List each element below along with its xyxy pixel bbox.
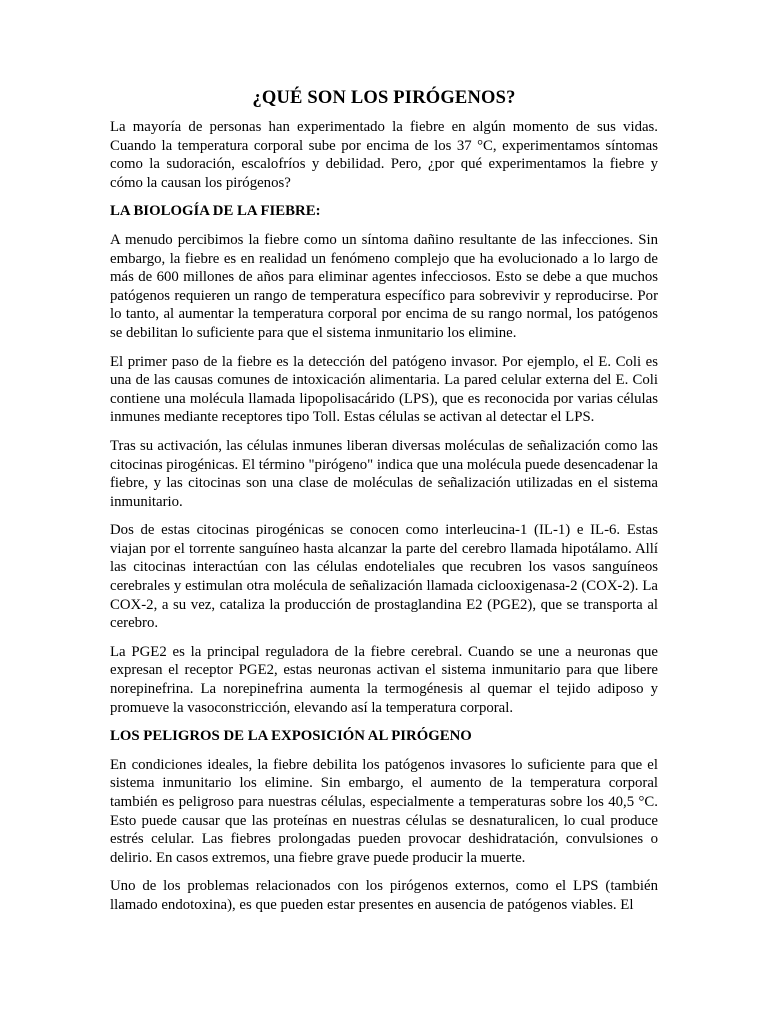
section-heading-biology: LA BIOLOGÍA DE LA FIEBRE: xyxy=(110,203,321,220)
paragraph: Uno de los problemas relacionados con los pirógenos externos, como el LPS (también llamado endotoxina), es que pueden estar presentes en ausencia de patógenos viables. El xyxy=(110,878,658,913)
document-title: ¿QUÉ SON LOS PIRÓGENOS? xyxy=(252,88,516,108)
document-page xyxy=(110,86,658,925)
paragraph: Dos de estas citocinas pirogénicas se conocen como interleucina-1 (IL-1) e IL-6. Estas viajan por el torrente sanguíneo hasta alcanzar la parte del cerebro llamada hipotálamo. Allí las citocinas interactúan con las células endoteliales que recubren los vasos sanguíneos cerebrales y estimulan otra molécula de señalización llamada ciclooxigenasa-2 (COX-2). La COX-2, a su vez, cataliza la producción de prostaglandina E2 (PGE2), que se transporta al cerebro. xyxy=(110,522,658,632)
intro-paragraph: La mayoría de personas han experimentado la fiebre en algún momento de sus vidas. Cuando la temperatura corporal sube por encima de los 37 °C, experimentamos síntomas como la sudoración, escalofríos y debilidad. Pero, ¿por qué experimentamos la fiebre y cómo la causan los pirógenos? xyxy=(110,119,658,191)
paragraph: En condiciones ideales, la fiebre debilita los patógenos invasores lo suficiente para que el sistema inmunitario los elimine. Sin embargo, el aumento de la temperatura corporal también es peligroso para nuestras células, especialmente a temperaturas sobre los 40,5 °C. Esto puede causar que las proteínas en nuestras células se desnaturalicen, lo cual produce estrés celular. Las fiebres prolongadas pueden provocar deshidratación, convulsiones o delirio. En casos extremos, una fiebre grave puede producir la muerte. xyxy=(110,756,658,866)
paragraph: A menudo percibimos la fiebre como un síntoma dañino resultante de las infecciones. Sin embargo, la fiebre es en realidad un fenómeno complejo que ha evolucionado a lo largo de más de 600 millones de años para eliminar agentes infecciosos. Esto se debe a que muchos patógenos requieren un rango de temperatura específico para sobrevivir y reproducirse. Por lo tanto, al aumentar la temperatura corporal por encima de su rango normal, los patógenos se debilitan lo suficiente para que el sistema inmunitario los elimine. xyxy=(110,231,658,341)
paragraph: La PGE2 es la principal reguladora de la fiebre cerebral. Cuando se une a neuronas que expresan el receptor PGE2, estas neuronas activan el sistema inmunitario para que libere norepinefrina. La norepinefrina aumenta la termogénesis al quemar el tejido adiposo y promueve la vasoconstricción, elevando así la temperatura corporal. xyxy=(110,643,658,716)
section-heading-dangers: LOS PELIGROS DE LA EXPOSICIÓN AL PIRÓGENO xyxy=(110,728,472,745)
paragraph: Tras su activación, las células inmunes liberan diversas moléculas de señalización como las citocinas pirogénicas. El término "pirógeno" indica que una molécula puede desencadenar la fiebre, y las citocinas son una clase de moléculas de señalización utilizadas en el sistema inmunitario. xyxy=(110,437,658,510)
paragraph: El primer paso de la fiebre es la detección del patógeno invasor. Por ejemplo, el E. Coli es una de las causas comunes de intoxicación alimentaria. La pared celular externa del E. Coli contiene una molécula llamada lipopolisacárido (LPS), que es reconocida por varias células inmunes mediante receptores tipo Toll. Estas células se activan al detectar el LPS. xyxy=(110,353,658,426)
